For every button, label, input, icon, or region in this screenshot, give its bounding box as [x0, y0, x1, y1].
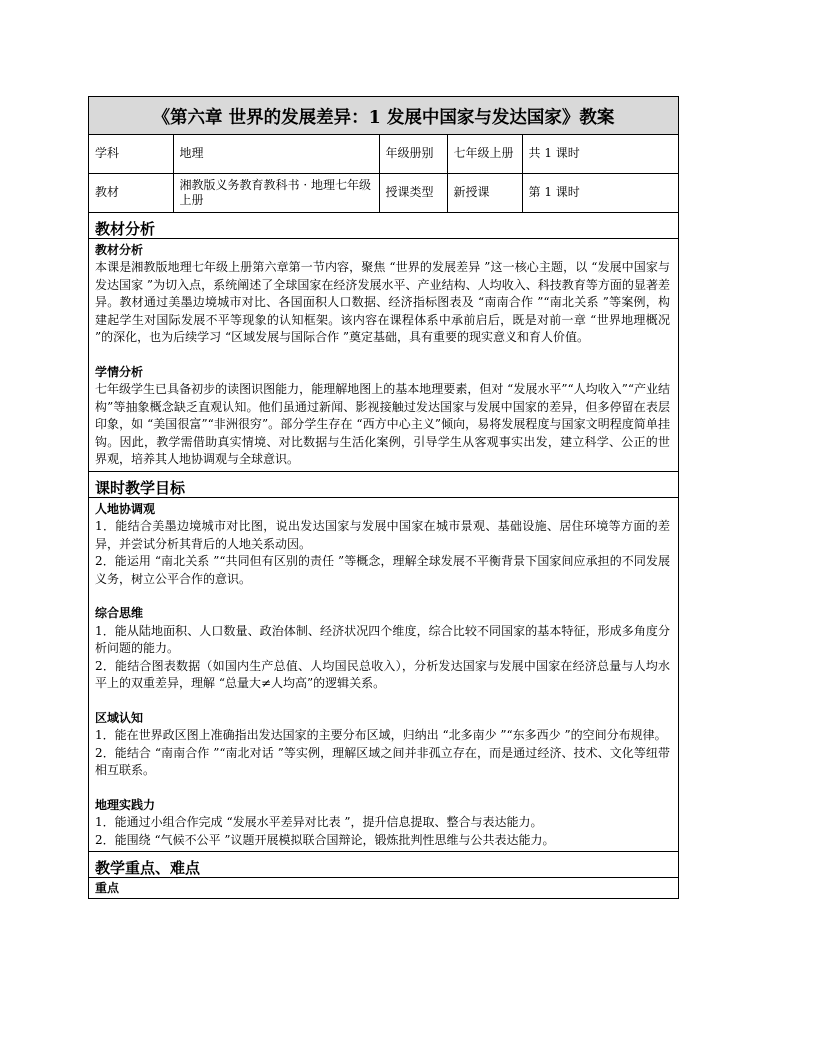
type-value: 新授课	[447, 173, 522, 212]
textbook-analysis-title: 教材分析	[95, 242, 144, 257]
lesson-plan-document	[88, 96, 679, 899]
hour-current: 第 1 课时	[522, 173, 678, 212]
key-points-subtitle: 重点	[95, 881, 120, 895]
objective-item: 2．能结合 “南南合作 ”“南北对话 ”等实例，理解区域之间并非孤立存在，而是通过经济、技术、文化等纽带相互联系。	[95, 745, 670, 777]
info-row-textbook	[89, 173, 678, 212]
objectives-section	[89, 498, 678, 852]
objective-item: 1．能从陆地面积、人口数量、政治体制、经济状况四个维度，综合比较不同国家的基本特征，形成多角度分析问题的能力。	[95, 623, 670, 655]
analysis-heading: 教材分析	[89, 213, 678, 239]
type-label: 授课类型	[379, 173, 447, 212]
objective-item: 1．能在世界政区图上准确指出发达国家的主要分布区域，归纳出 “北多南少 ”“东多西少 ”的空间分布规律。	[95, 728, 667, 742]
grade-value: 七年级上册	[447, 135, 522, 173]
hours-total: 共 1 课时	[522, 135, 678, 173]
textbook-analysis-text: 本课是湘教版地理七年级上册第六章第一节内容，聚焦 “世界的发展差异 ”这一核心主题，以 “发展中国家与发达国家 ”为切入点，系统阐述了全球国家在经济发展水平、产业结构、人均收入、科技教育等方面的显著差异。教材通过美墨边境城市对比、各国面积人口数据、经济指标图表及 “南南合作 ”“南北关系 ”等案例，构建起学生对国际发展不平等现象的认知框架。该内容在课程体系中承前启后，既是对前一章 “世界地理概况 ”的深化，也为后续学习 “区域发展与国际合作 ”奠定基础，具有重要的现实意义和育人价值。	[95, 260, 670, 344]
analysis-section	[89, 239, 678, 471]
grade-label: 年级册别	[379, 135, 447, 173]
info-table	[89, 135, 678, 213]
textbook-value: 湘教版义务教育教科书 · 地理七年级上册	[173, 173, 379, 212]
objective-group-title: 人地协调观	[95, 501, 156, 516]
objective-group-title: 地理实践力	[95, 797, 156, 812]
objective-item: 2．能运用 “南北关系 ”“共同但有区别的责任 ”等概念，理解全球发展不平衡背景下国家间应承担的不同发展义务，树立公平合作的意识。	[95, 554, 670, 586]
student-analysis-text: 七年级学生已具备初步的读图识图能力，能理解地图上的基本地理要素，但对 “发展水平”“人均收入”“产业结构”等抽象概念缺乏直观认知。他们虽通过新闻、影视接触过发达国家与发展中国家的差异，但多停留在表层印象，如 “美国很富”“非洲很穷”。部分学生存在 “西方中心主义”倾向，易将发展程度与国家文明程度简单挂钩。因此，教学需借助真实情境、对比数据与生活化案例，引导学生从客观事实出发，建立科学、公正的世界观，培养其人地协调观与全球意识。	[95, 382, 670, 466]
objective-group-title: 区域认知	[95, 710, 144, 725]
textbook-label: 教材	[89, 173, 173, 212]
objective-item: 1．能结合美墨边境城市对比图，说出发达国家与发展中国家在城市景观、基础设施、居住环境等方面的差异，并尝试分析其背后的人地关系动因。	[95, 519, 670, 551]
info-row-subject	[89, 135, 678, 173]
key-points-section	[89, 878, 678, 898]
document-title: 《第六章 世界的发展差异：1 发展中国家与发达国家》教案	[89, 97, 678, 135]
objective-item: 2．能结合图表数据（如国内生产总值、人均国民总收入），分析发达国家与发展中国家在经济总量与人均水平上的双重差异，理解 “总量大≠人均高”的逻辑关系。	[95, 658, 670, 690]
objective-item: 2．能围绕 “气候不公平 ”议题开展模拟联合国辩论，锻炼批判性思维与公共表达能力。	[95, 832, 555, 847]
subject-value: 地理	[173, 135, 379, 173]
subject-label: 学科	[89, 135, 173, 173]
objective-group-title: 综合思维	[95, 606, 144, 620]
student-analysis-title: 学情分析	[95, 364, 144, 379]
objectives-heading: 课时教学目标	[89, 471, 678, 498]
objective-item: 1．能通过小组合作完成 “发展水平差异对比表 ”，提升信息提取、整合与表达能力。	[95, 815, 543, 829]
key-points-heading: 教学重点、难点	[89, 851, 678, 878]
